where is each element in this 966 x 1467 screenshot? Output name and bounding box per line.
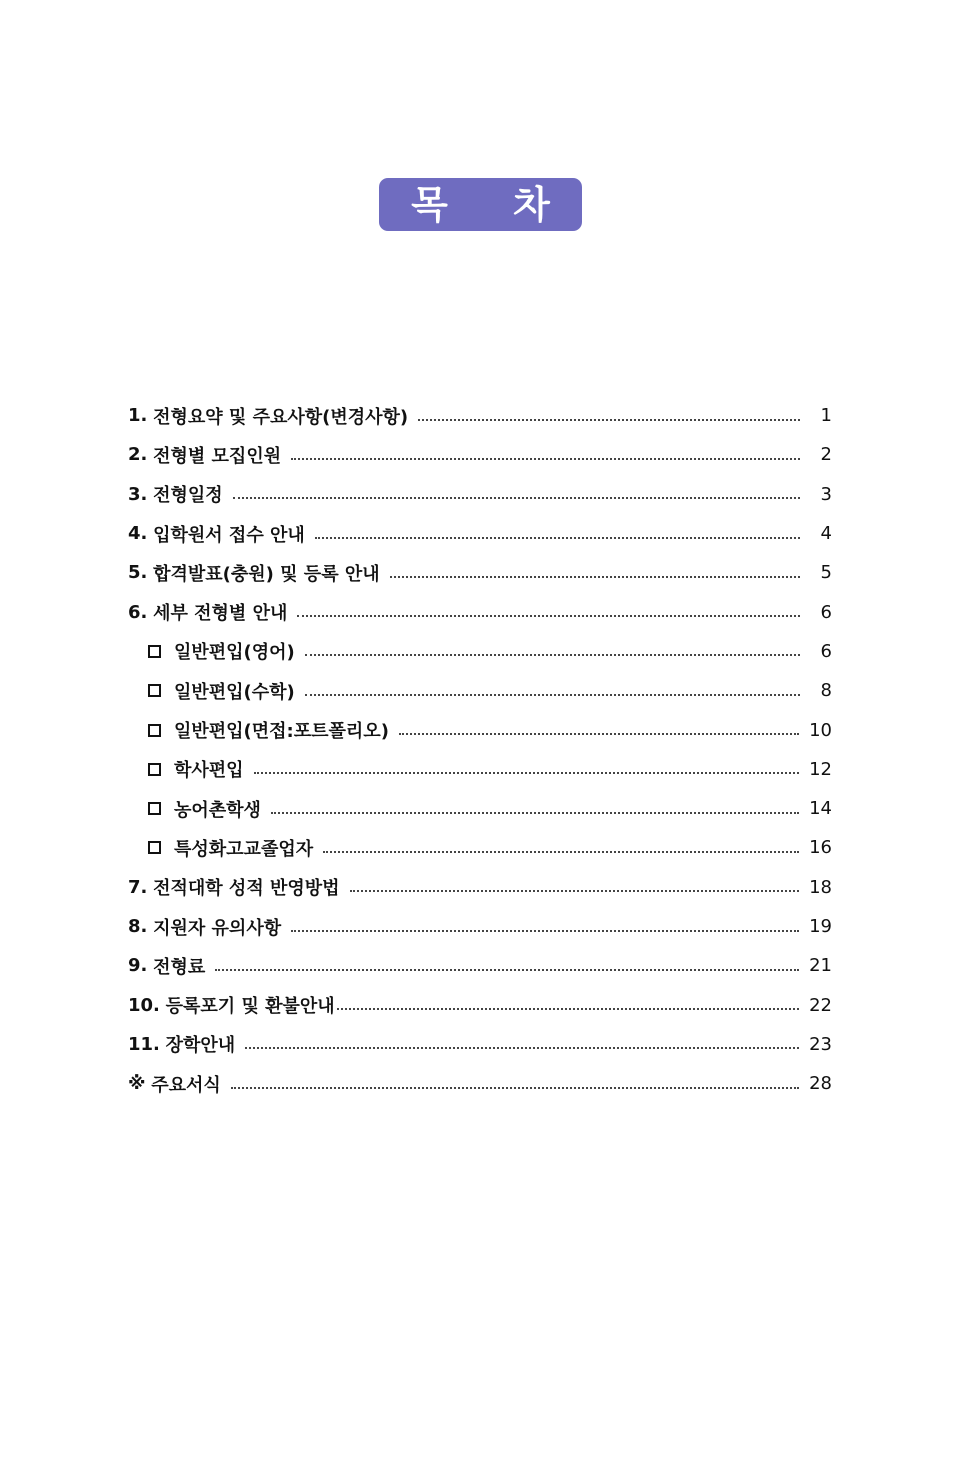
toc-entry-label: 특성화고교졸업자 [174,838,314,860]
toc-entry-label: 세부 전형별 안내 [153,603,288,625]
toc-entry-label: 지원자 유의사항 [153,917,282,939]
dot-leader [350,890,800,892]
toc-entry-page: 2 [820,444,832,466]
dot-leader [291,458,800,460]
toc-entry-number: 8. [128,916,148,937]
toc-entry-page: 4 [820,523,832,545]
checkbox-icon [148,645,161,658]
toc-entry-label: 일반편입(영어) [174,642,295,664]
dot-leader [390,576,800,578]
toc-entry-number: 10. [128,994,160,1016]
toc-entry-label: 전형일정 [153,485,223,507]
dot-leader [233,497,800,499]
checkbox-icon [148,684,161,697]
dot-leader [399,733,799,735]
toc-entry-page: 12 [809,758,832,780]
toc-entry-number: 1. [128,405,148,427]
toc-entry-number: 11. [128,1033,160,1055]
toc-entry [128,907,832,946]
toc-entry-page: 22 [809,994,832,1016]
toc-entry-number: 2. [128,444,148,466]
toc-entry-page: 18 [809,876,832,898]
dot-leader [291,930,799,932]
toc-entry [128,868,832,907]
toc-entry-page: 23 [809,1033,832,1055]
toc-subentry [128,750,832,789]
toc-entry-number: 4. [128,523,148,545]
toc-entry [128,1025,832,1064]
toc-entry-page: 16 [809,837,832,859]
toc-entry [128,985,832,1024]
dot-leader [305,694,800,696]
toc-entry-page: 8 [820,680,832,702]
checkbox-icon [148,802,161,815]
toc-entry-page: 3 [820,483,832,505]
toc-entry-label: 등록포기 및 환불안내 [165,996,335,1018]
dot-leader [254,772,800,774]
dot-leader [231,1087,799,1089]
toc-entry-label: 전형요약 및 주요사항(변경사항) [153,406,409,428]
toc-entry-label: 전형별 모집인원 [153,445,282,467]
toc-entry-label: 전적대학 성적 반영방법 [153,878,340,900]
toc-entry-number: 7. [128,876,148,898]
toc-entry-page: 6 [820,640,832,662]
toc-entry-page: 19 [809,916,832,937]
toc-entry-label: 전형료 [153,956,206,978]
toc-entry-label: 장학안내 [165,1035,236,1057]
toc-entry-label: 입학원서 접수 안내 [153,524,305,546]
dot-leader [323,851,799,853]
dot-leader [271,812,799,814]
toc-entry-page: 14 [809,798,832,820]
toc-entry-page: 6 [820,601,832,623]
table-of-contents [128,396,832,1103]
dot-leader [215,969,799,971]
dot-leader [245,1047,799,1049]
toc-subentry [128,671,832,710]
dot-leader [337,1008,799,1010]
toc-entry-number: 6. [128,601,148,623]
toc-entry-label: 일반편입(면접:포트폴리오) [174,721,389,743]
toc-entry-label: 일반편입(수학) [174,681,295,703]
toc-entry-number: 3. [128,483,148,505]
toc-entry [128,1064,832,1103]
toc-subentry [128,632,832,671]
toc-subentry [128,789,832,828]
toc-entry [128,946,832,985]
toc-subentry [128,828,832,867]
checkbox-icon [148,841,161,854]
checkbox-icon [148,763,161,776]
dot-leader [297,615,800,617]
toc-entry-label: 합격발표(충원) 및 등록 안내 [153,563,380,585]
toc-entry-label: 학사편입 [174,760,244,782]
toc-entry-page: 21 [809,955,832,977]
toc-entry-page: 1 [820,405,832,427]
toc-entry-number: ※ [128,1073,146,1095]
dot-leader [305,654,800,656]
toc-entry-number: 5. [128,562,148,584]
dot-leader [418,419,800,421]
toc-subentry [128,710,832,749]
toc-entry-label: 주요서식 [151,1074,221,1096]
toc-entry-number: 9. [128,955,148,977]
toc-title-box [379,178,582,231]
toc-entry [128,475,832,514]
toc-entry-page: 5 [820,562,832,584]
toc-title: 목 차 [411,182,576,227]
toc-entry [128,435,832,474]
dot-leader [315,537,800,539]
checkbox-icon [148,724,161,737]
toc-entry-label: 농어촌학생 [174,799,261,821]
toc-entry-page: 10 [809,719,832,741]
toc-entry [128,514,832,553]
toc-entry [128,553,832,592]
toc-entry [128,396,832,435]
toc-entry-page: 28 [809,1073,832,1095]
toc-entry [128,592,832,631]
